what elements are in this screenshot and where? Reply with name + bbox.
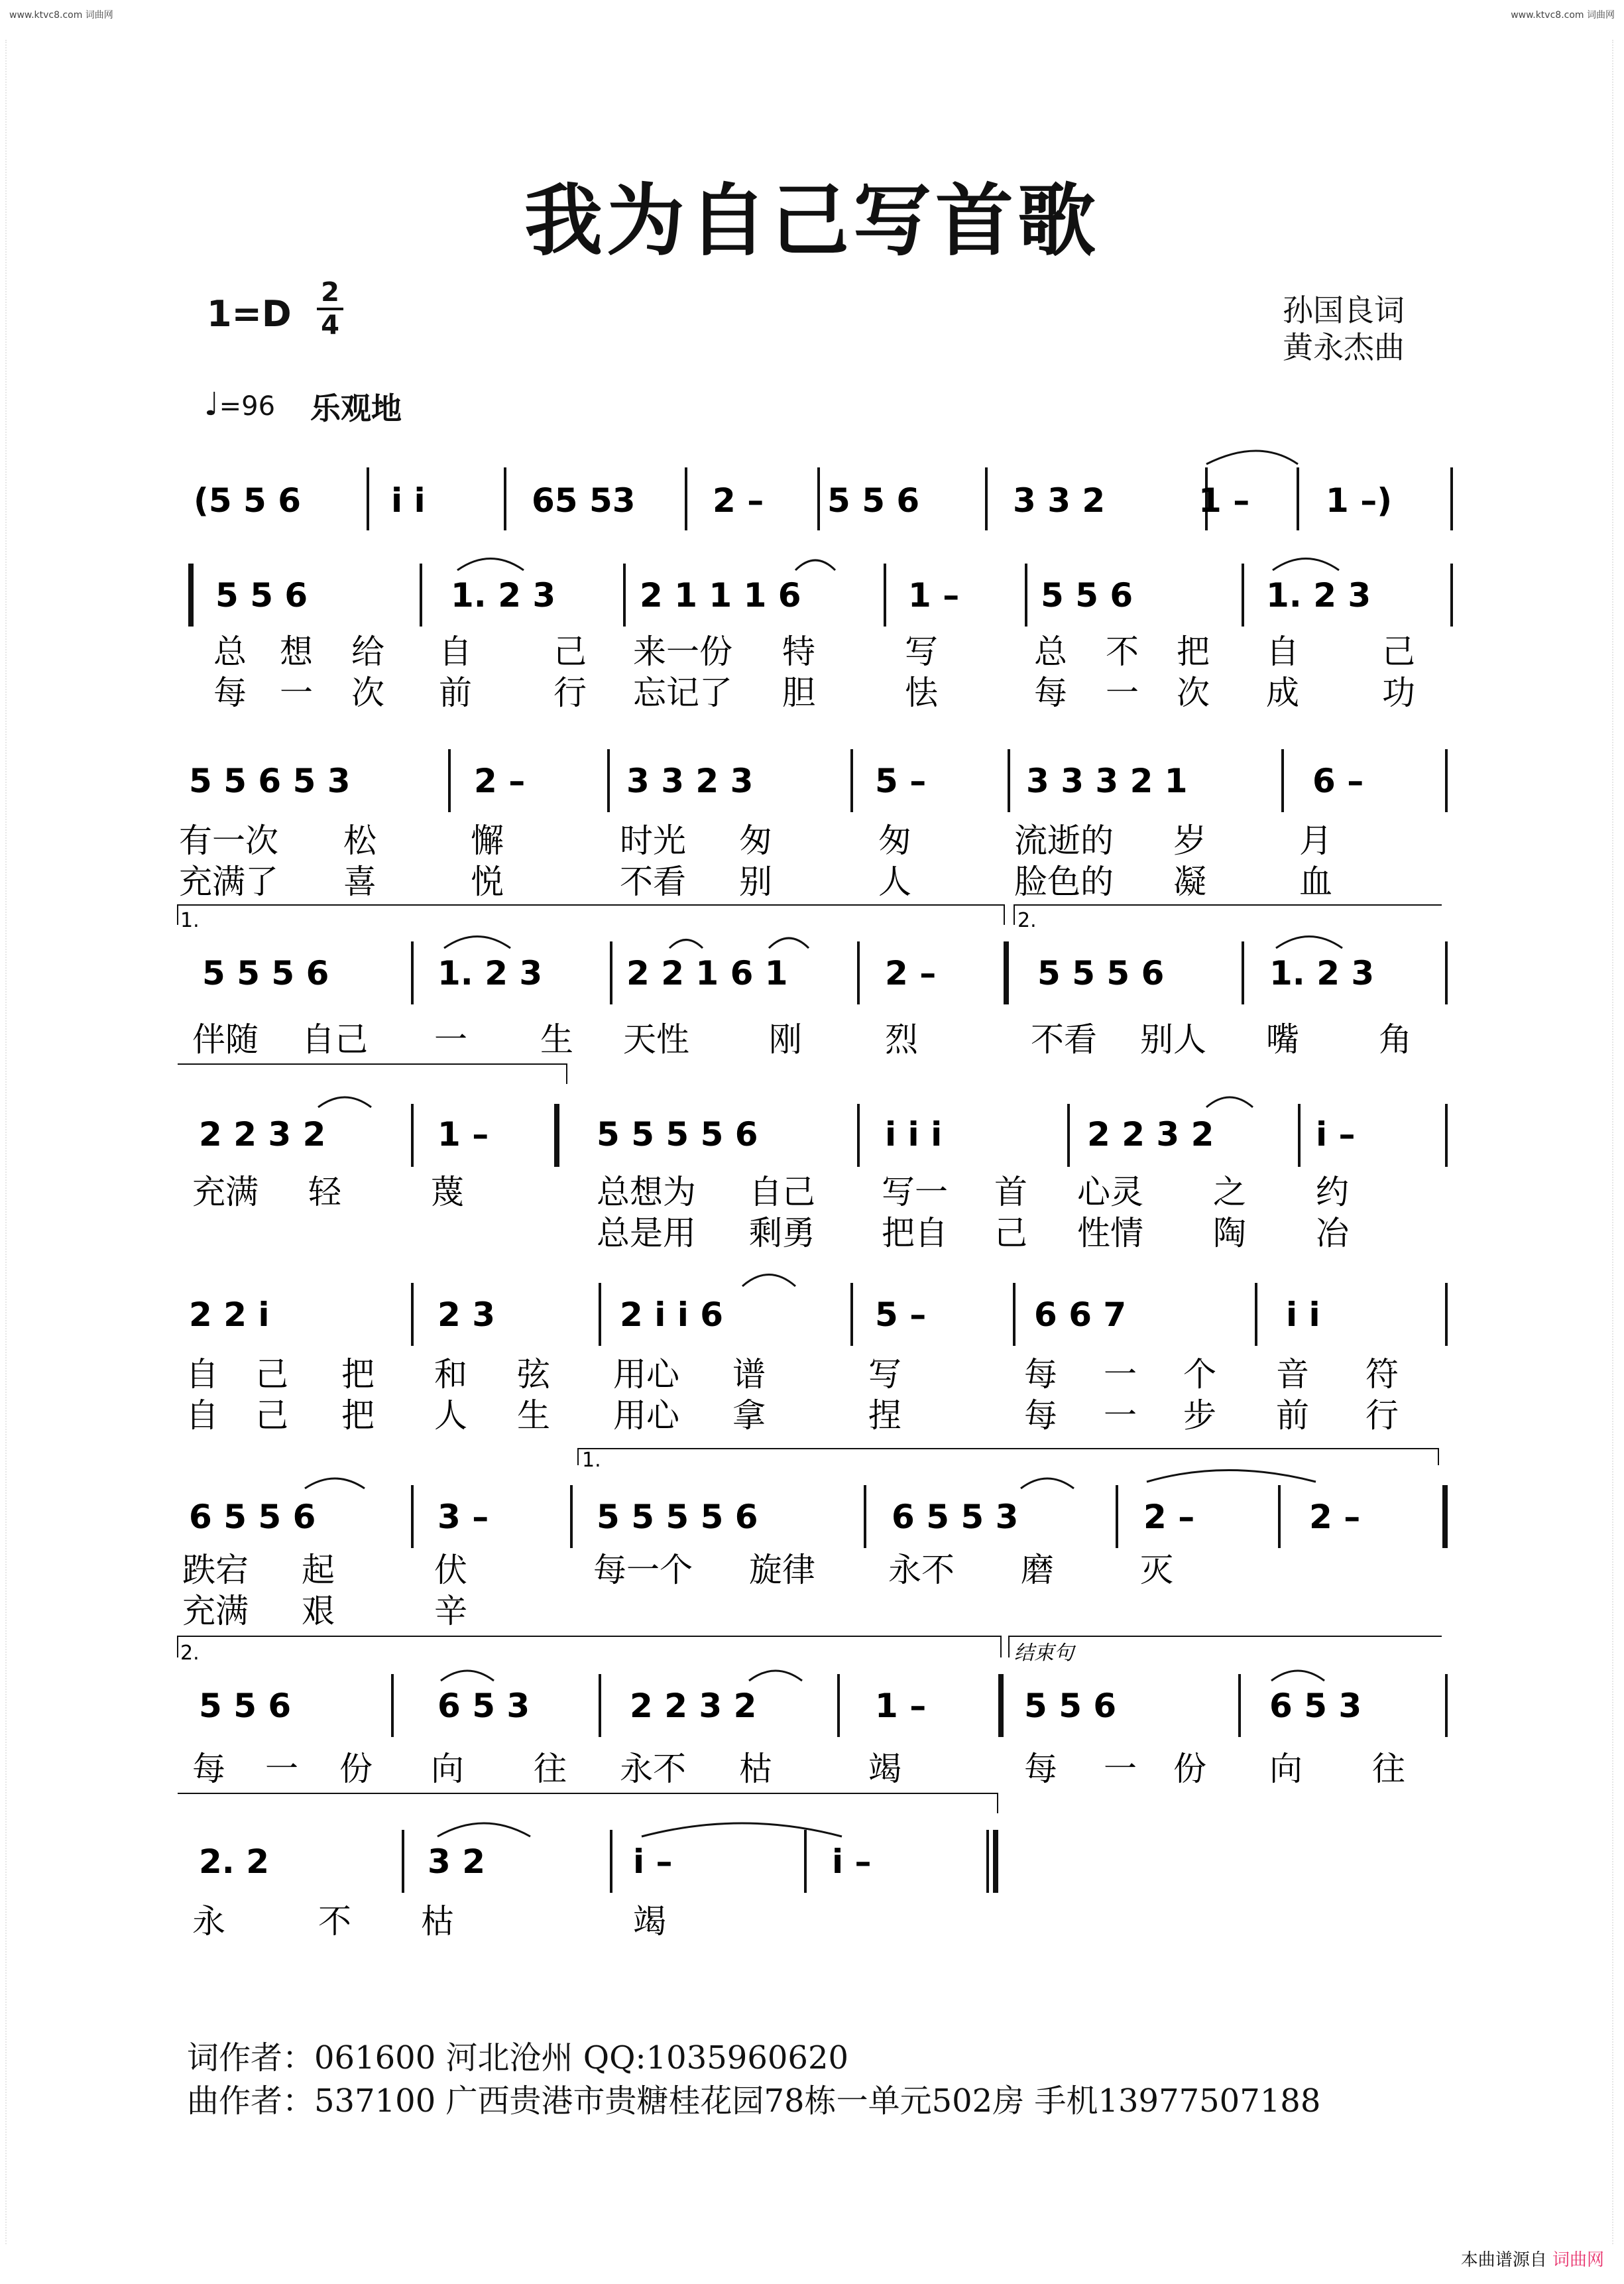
lyr5a-8: 之 xyxy=(1213,1173,1246,1211)
lyr5b-5: 陶 xyxy=(1213,1214,1246,1252)
m7-2: 3 – xyxy=(437,1498,489,1536)
lyr2a-10: 把 xyxy=(1177,632,1210,671)
intro-m5: 5 5 6 xyxy=(827,481,920,520)
lyr8-5: 永不 xyxy=(620,1750,686,1788)
volta-1-end-bracket xyxy=(178,1064,567,1084)
lyr6b-8: 每 xyxy=(1024,1396,1057,1435)
m8-2: 6 5 3 xyxy=(437,1687,530,1725)
lyr5a-3: 总想为 xyxy=(597,1173,696,1211)
m5-6: i – xyxy=(1316,1115,1356,1154)
lyr2a-1: 想 xyxy=(280,632,313,671)
lyr2a-9: 不 xyxy=(1106,632,1139,671)
lyr3a-1: 松 xyxy=(343,821,377,860)
lyr5b-3: 己 xyxy=(994,1214,1027,1252)
lyr6a-1: 己 xyxy=(255,1355,288,1394)
lyr6a-10: 个 xyxy=(1183,1355,1216,1394)
m2-5: 5 5 6 xyxy=(1041,576,1133,615)
lyr6b-3: 人 xyxy=(434,1396,467,1435)
m6-6: i i xyxy=(1286,1295,1320,1334)
lyr7a-7: 灭 xyxy=(1140,1551,1173,1589)
m2-1: 5 5 6 xyxy=(215,576,308,615)
lyr4-0: 伴随 xyxy=(192,1020,259,1059)
lyr2b-7: 怯 xyxy=(905,674,938,712)
m8-3: 2 2 3 2 xyxy=(630,1687,757,1725)
lyr2a-8: 总 xyxy=(1034,632,1067,671)
slurs-row-2 xyxy=(457,559,1339,571)
lyr5b-0: 总是用 xyxy=(597,1214,696,1252)
m8-5: 5 5 6 xyxy=(1024,1687,1117,1725)
lyr4-5: 刚 xyxy=(769,1020,802,1059)
lyr3a-5: 匆 xyxy=(878,821,911,860)
staff-row-1 xyxy=(194,451,1452,530)
lyr7a-0: 跌宕 xyxy=(182,1551,249,1589)
m8-6: 6 5 3 xyxy=(1269,1687,1362,1725)
lyr3a-3: 时光 xyxy=(620,821,686,860)
lyr4-9: 嘴 xyxy=(1266,1020,1299,1059)
lyr5a-0: 充满 xyxy=(192,1173,259,1211)
m4-1: 5 5 5 6 xyxy=(202,954,329,992)
key-signature: 1=D xyxy=(207,293,292,335)
lyr5a-9: 约 xyxy=(1316,1173,1349,1211)
intro-m3: 65 53 xyxy=(532,481,636,520)
m6-4: 5 – xyxy=(875,1295,927,1334)
m3-5: 3 3 3 2 1 xyxy=(1026,762,1188,800)
m4-3: 2 2 1 6 1 xyxy=(626,954,788,992)
intro-m4: 2 – xyxy=(713,481,764,520)
staff-row-9 xyxy=(192,1823,996,1941)
lyr6b-12: 行 xyxy=(1365,1396,1399,1435)
lyr2a-3: 自 xyxy=(439,632,472,671)
lyr8-3: 向 xyxy=(431,1750,464,1788)
lyr2b-10: 次 xyxy=(1177,674,1210,712)
staff-row-3 xyxy=(179,749,1446,901)
lyr6b-11: 前 xyxy=(1276,1396,1309,1435)
lyr9-1: 不 xyxy=(318,1902,351,1941)
m5-3: 5 5 5 5 6 xyxy=(597,1115,758,1154)
lyr6b-0: 自 xyxy=(186,1396,219,1435)
slur-row-6 xyxy=(742,1275,795,1287)
m9-3: i – xyxy=(633,1842,673,1881)
lyr8-0: 每 xyxy=(192,1750,225,1788)
lyr6b-2: 把 xyxy=(341,1396,375,1435)
lyricist-contact: 词作者：061600 河北沧州 QQ:1035960620 xyxy=(187,2039,849,2076)
lyr8-2: 份 xyxy=(339,1750,373,1788)
song-title: 我为自己写首歌 xyxy=(524,175,1100,267)
m3-3: 3 3 2 3 xyxy=(626,762,754,800)
lyr6a-6: 谱 xyxy=(732,1355,766,1394)
lyr3b-8: 血 xyxy=(1299,863,1332,901)
lyr6b-5: 用心 xyxy=(613,1396,679,1435)
lyr8-8: 每 xyxy=(1024,1750,1057,1788)
lyr2a-0: 总 xyxy=(213,632,247,671)
composer: 黄永杰曲 xyxy=(1283,330,1405,365)
m7-3: 5 5 5 5 6 xyxy=(597,1498,758,1536)
m5-5: 2 2 3 2 xyxy=(1087,1115,1214,1154)
m9-1: 2. 2 xyxy=(199,1842,269,1881)
m2-3: 2 1 1 1 6 xyxy=(640,576,801,615)
source-text: 本曲谱源自 xyxy=(1460,2250,1547,2270)
site-watermark-left: www.ktvc8.com 词曲网 xyxy=(9,10,113,21)
lyr9-3: 竭 xyxy=(633,1902,666,1941)
m8-4: 1 – xyxy=(875,1687,927,1725)
lyr2b-3: 前 xyxy=(439,674,472,712)
lyr7a-3: 每一个 xyxy=(593,1551,693,1589)
volta-2b-brackets xyxy=(178,1636,1442,1657)
lyricist: 孙国良词 xyxy=(1283,292,1405,328)
lyr7b-2: 辛 xyxy=(434,1592,467,1630)
m7-4: 6 5 5 3 xyxy=(892,1498,1019,1536)
m2-2: 1. 2 3 xyxy=(451,576,556,615)
lyr3b-7: 凝 xyxy=(1173,863,1206,901)
volta-brackets-row-4 xyxy=(178,905,1442,925)
lyr5b-1: 剩勇 xyxy=(749,1214,815,1252)
lyr7a-2: 伏 xyxy=(434,1551,467,1589)
lyr2b-1: 一 xyxy=(280,674,313,712)
m5-2: 1 – xyxy=(437,1115,489,1154)
lyr4-3: 生 xyxy=(540,1020,573,1059)
m2-4: 1 – xyxy=(908,576,960,615)
m6-2: 2 3 xyxy=(437,1295,495,1334)
staff-row-2 xyxy=(191,559,1452,713)
lyr3b-4: 别 xyxy=(739,863,772,901)
lyr6a-5: 用心 xyxy=(613,1355,679,1394)
lyr6a-0: 自 xyxy=(186,1355,219,1394)
m7-1: 6 5 5 6 xyxy=(189,1498,316,1536)
lyr6a-2: 把 xyxy=(341,1355,375,1394)
lyr5b-2: 把自 xyxy=(882,1214,948,1252)
intro-m8: 1 –) xyxy=(1326,481,1393,520)
lyr4-4: 天性 xyxy=(623,1020,689,1059)
lyr2a-5: 来一份 xyxy=(633,632,732,671)
lyr5a-5: 写一 xyxy=(882,1173,948,1211)
site-brand[interactable]: 词曲网 xyxy=(1552,2250,1604,2270)
lyr3b-5: 人 xyxy=(878,863,911,901)
lyr2a-4: 己 xyxy=(553,632,587,671)
lyr7a-5: 永不 xyxy=(888,1551,955,1589)
lyr9-0: 永 xyxy=(192,1902,225,1941)
lyr2b-11: 成 xyxy=(1266,674,1299,712)
time-bottom: 4 xyxy=(321,310,339,341)
lyr6a-8: 每 xyxy=(1024,1355,1057,1394)
lyr2b-4: 行 xyxy=(553,674,587,712)
volta-2b-label: 2. xyxy=(180,1642,200,1665)
m6-1: 2 2 i xyxy=(189,1295,270,1334)
m3-4: 5 – xyxy=(875,762,927,800)
lyr6b-1: 己 xyxy=(255,1396,288,1435)
m8-1: 5 5 6 xyxy=(199,1687,292,1725)
lyr8-7: 竭 xyxy=(868,1750,901,1788)
lyr3a-7: 岁 xyxy=(1173,821,1206,860)
lyr9-2: 枯 xyxy=(421,1902,454,1941)
lyr6b-6: 拿 xyxy=(732,1396,766,1435)
lyr6a-11: 音 xyxy=(1276,1355,1309,1394)
lyr3b-6: 脸色的 xyxy=(1014,863,1114,901)
m5-1: 2 2 3 2 xyxy=(199,1115,326,1154)
lyr5b-6: 冶 xyxy=(1316,1214,1349,1252)
m4-4: 2 – xyxy=(885,954,937,992)
lyr2b-6: 胆 xyxy=(782,674,815,712)
lyr2a-11: 自 xyxy=(1266,632,1299,671)
lyr6a-7: 写 xyxy=(868,1355,901,1394)
lyr6a-4: 弦 xyxy=(517,1355,550,1394)
lyr5a-4: 自己 xyxy=(749,1173,815,1211)
final-bracket xyxy=(178,1793,998,1813)
intro-m2: i i xyxy=(391,481,426,520)
lyr2b-12: 功 xyxy=(1382,674,1415,712)
lyr3a-2: 懈 xyxy=(471,821,504,860)
lyr4-8: 别人 xyxy=(1140,1020,1206,1059)
m9-4: i – xyxy=(832,1842,872,1881)
lyr3b-2: 悦 xyxy=(471,863,504,901)
mood-marking: 乐观地 xyxy=(310,391,402,426)
slurs-row-7 xyxy=(305,1471,1316,1489)
m4-5: 5 5 5 6 xyxy=(1037,954,1165,992)
lyr8-9: 一 xyxy=(1104,1750,1137,1788)
lyr2a-2: 给 xyxy=(351,632,384,671)
tie-arc xyxy=(1206,451,1298,464)
m5-4: i i i xyxy=(885,1115,943,1154)
m2-6: 1. 2 3 xyxy=(1266,576,1371,615)
lyr3a-8: 月 xyxy=(1299,821,1332,860)
staff-row-7 xyxy=(182,1471,1445,1631)
lyr6b-9: 一 xyxy=(1104,1396,1137,1435)
m7-6: 2 – xyxy=(1309,1498,1361,1536)
lyr7a-4: 旋律 xyxy=(749,1551,815,1589)
m4-6: 1. 2 3 xyxy=(1269,954,1375,992)
time-top: 2 xyxy=(321,277,339,308)
lyr5a-6: 首 xyxy=(994,1173,1027,1211)
volta-1b-label: 1. xyxy=(582,1449,601,1472)
lyr3b-0: 充满了 xyxy=(179,863,278,901)
source-note xyxy=(1461,2246,1604,2271)
m6-5: 6 6 7 xyxy=(1034,1295,1127,1334)
lyr2a-6: 特 xyxy=(782,632,815,671)
lyr2b-9: 一 xyxy=(1106,674,1139,712)
lyr4-7: 不看 xyxy=(1031,1020,1097,1059)
intro-m7: 1 – xyxy=(1198,481,1250,520)
lyr3b-1: 喜 xyxy=(343,863,377,901)
lyr5a-1: 轻 xyxy=(308,1173,341,1211)
m3-1: 5 5 6 5 3 xyxy=(189,762,351,800)
lyr7a-6: 磨 xyxy=(1021,1551,1054,1589)
lyr6b-7: 捏 xyxy=(868,1396,901,1435)
lyr6a-12: 符 xyxy=(1365,1355,1399,1394)
lyr8-11: 向 xyxy=(1269,1750,1303,1788)
lyr7a-1: 起 xyxy=(302,1551,335,1589)
m3-6: 6 – xyxy=(1312,762,1364,800)
m3-2: 2 – xyxy=(474,762,526,800)
volta-1b-bracket xyxy=(578,1449,1438,1465)
lyr2b-5: 忘记了 xyxy=(633,674,732,712)
lyr5a-7: 心灵 xyxy=(1077,1173,1143,1211)
slurs-row-5 xyxy=(318,1097,1253,1107)
staff-row-6 xyxy=(186,1275,1446,1435)
slurs-row-4 xyxy=(444,937,1342,949)
m9-2: 3 2 xyxy=(428,1842,485,1881)
ending-label: 结束句 xyxy=(1014,1642,1074,1665)
volta-2-label: 2. xyxy=(1017,909,1037,932)
lyr6b-4: 生 xyxy=(517,1396,550,1435)
staff-row-4 xyxy=(192,937,1446,1059)
lyr8-4: 往 xyxy=(534,1750,567,1788)
lyr4-6: 烈 xyxy=(885,1020,918,1059)
lyr8-10: 份 xyxy=(1173,1750,1206,1788)
volta-1-label: 1. xyxy=(180,909,200,932)
intro-m6: 3 3 2 xyxy=(1013,481,1106,520)
lyr2a-12: 己 xyxy=(1382,632,1415,671)
intro-m1: (5 5 6 xyxy=(194,481,302,520)
staff-row-5 xyxy=(192,1097,1446,1252)
m6-3: 2 i i 6 xyxy=(620,1295,724,1334)
tempo-value: =96 xyxy=(219,391,276,422)
slurs-row-9 xyxy=(437,1823,842,1836)
lyr5a-2: 蔑 xyxy=(431,1173,464,1211)
lyr4-2: 一 xyxy=(434,1020,467,1059)
lyr2a-7: 写 xyxy=(905,632,938,671)
m7-5: 2 – xyxy=(1143,1498,1195,1536)
m4-2: 1. 2 3 xyxy=(437,954,543,992)
lyr4-10: 角 xyxy=(1379,1020,1412,1059)
lyr4-1: 自己 xyxy=(302,1020,368,1059)
slurs-row-8 xyxy=(441,1671,1324,1681)
lyr3b-3: 不看 xyxy=(620,863,686,901)
lyr2b-0: 每 xyxy=(213,674,247,712)
lyr3a-6: 流逝的 xyxy=(1014,821,1114,860)
quarter-note-icon: ♩ xyxy=(204,386,219,423)
lyr6a-9: 一 xyxy=(1104,1355,1137,1394)
staff-row-8 xyxy=(192,1671,1446,1788)
lyr7b-1: 艰 xyxy=(302,1592,335,1630)
lyr5b-4: 性情 xyxy=(1077,1214,1143,1252)
site-watermark-right: www.ktvc8.com 词曲网 xyxy=(1511,10,1615,21)
lyr7b-0: 充满 xyxy=(182,1592,249,1630)
lyr3a-0: 有一次 xyxy=(179,821,278,860)
lyr6b-10: 步 xyxy=(1183,1396,1216,1435)
lyr2b-2: 次 xyxy=(351,674,384,712)
lyr6a-3: 和 xyxy=(434,1355,467,1394)
composer-contact: 曲作者：537100 广西贵港市贵糖桂花园78栋一单元502房 手机13977507188 xyxy=(187,2082,1321,2120)
lyr2b-8: 每 xyxy=(1034,674,1067,712)
lyr8-12: 往 xyxy=(1372,1750,1405,1788)
lyr3a-4: 匆 xyxy=(739,821,772,860)
lyr8-6: 枯 xyxy=(739,1750,772,1788)
lyr8-1: 一 xyxy=(265,1750,298,1788)
